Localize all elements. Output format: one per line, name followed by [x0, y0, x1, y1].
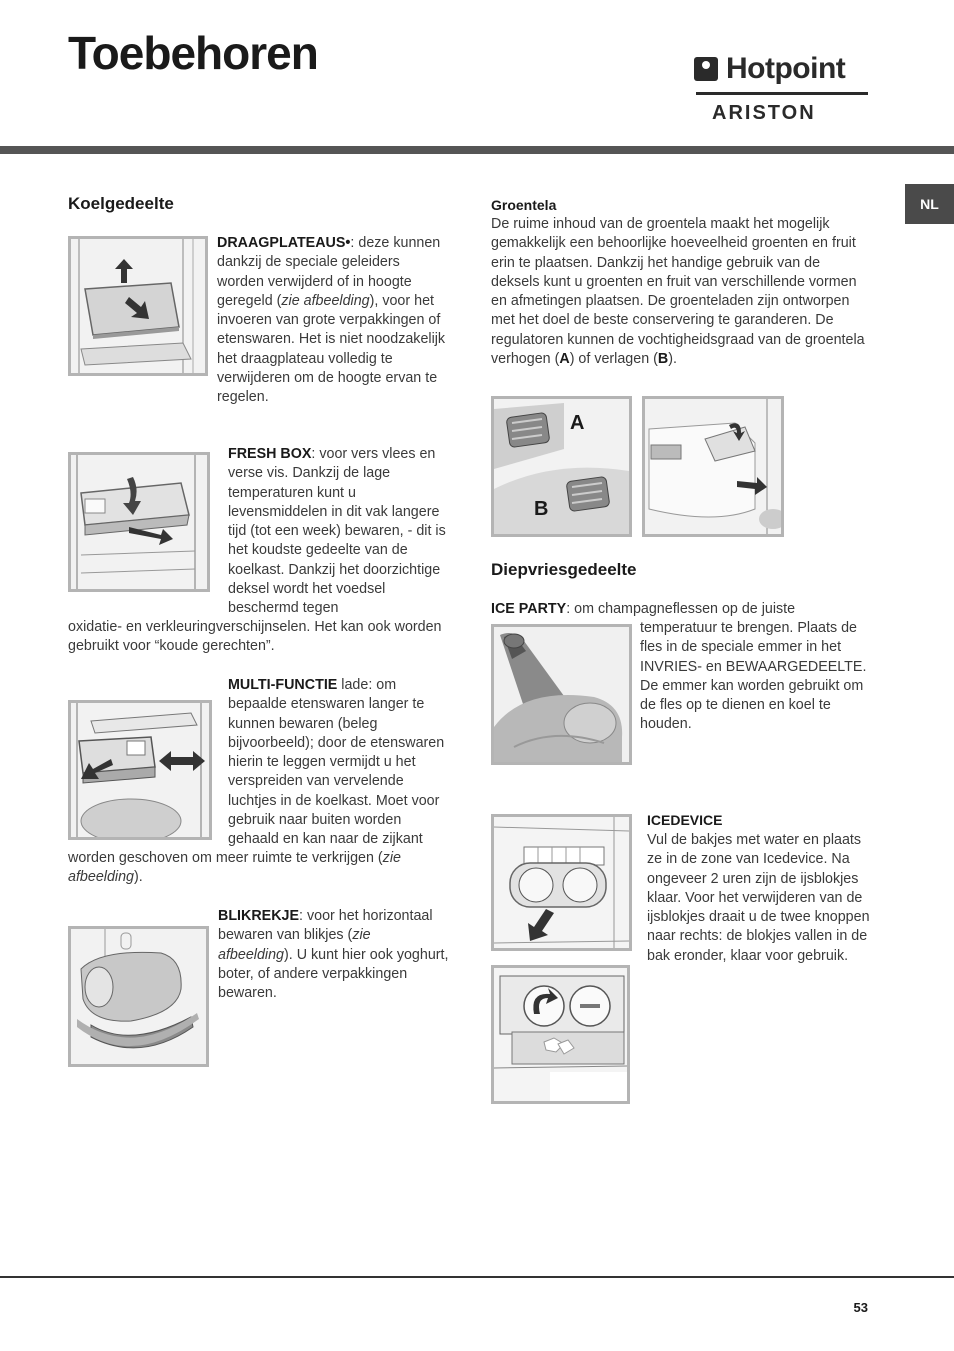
label-a: A: [570, 412, 585, 434]
freshbox-text: FRESH BOX: voor vers vlees en verse vis. Dankzij de lage temperaturen kunt u levensmiddelen in dit vak langere tijd (tot een week) bewaren, - dit is het koudste gedeelte van de koelkast. Dankzij het doorzichtige deksel wordt het voedsel beschermd tegen: [228, 446, 446, 617]
multifunctie-text-cont: worden geschoven om meer ruimte te verkrijgen (zie afbeelding).: [68, 850, 401, 886]
groentela-title: Groentela: [491, 197, 557, 213]
label-b: B: [534, 498, 549, 520]
multifunctie-text: MULTI-FUNCTIE lade: om bepaalde etenswaren langer te kunnen bewaren (beleg bijvoorbeeld); door de etenswaren hierin te leggen vermijdt u het verspreiden van vervelende luchtjes in de koelkast. Moet voor gebruik naar buiten worden gehaald en kan naar de zijkant: [228, 677, 445, 848]
icedevice-illustration-1: [491, 814, 632, 951]
page-number: 53: [853, 1300, 868, 1315]
term-freshbox: FRESH BOX: [228, 446, 312, 462]
iceparty-intro: ICE PARTY: om champagneflessen op de juiste: [491, 601, 796, 617]
crisper-drawer-image: [645, 399, 781, 534]
term-draagplateaus: DRAAGPLATEAUS•: [217, 235, 351, 251]
term-iceparty: ICE PARTY: [491, 601, 567, 617]
page-title: Toebehoren: [68, 27, 318, 79]
multifunctie-illustration: [68, 700, 212, 840]
icedevice-text: Vul de bakjes met water en plaats ze in de zone van Icedevice. Na ongeveer 2 uren zijn de ijsblokjes klaar. Voor het verwijderen van de ijsblokjes draait u de twee knoppen naar rechts: de blokjes vallen in de bak eronder, klaar voor gebruik.: [647, 832, 870, 964]
brand-logo: [694, 52, 869, 124]
brand-name: Hotpoint: [726, 52, 846, 85]
freshbox-illustration: [68, 452, 210, 592]
humidity-regulator-illustration: [491, 396, 632, 537]
shelf-illustration: [68, 236, 208, 376]
draagplateaus-text: DRAAGPLATEAUS•: deze kunnen dankzij de speciale geleiders worden verwijderd of in hoogte geregeld (zie afbeelding), voor het invoeren van grote verpakkingen of etenswaren. Het is niet noodzakelijk het draagplateau volledig te verwijderen om de hoogte ervan te regelen.: [217, 235, 446, 406]
term-icedevice: ICEDEVICE: [647, 812, 723, 828]
freshbox-text-cont: oxidatie- en verkleuringverschijnselen. Het kan ook worden gebruikt voor “koude gerechten”.: [68, 619, 442, 655]
iceparty-image: [494, 627, 629, 762]
term-multifunctie: MULTI-FUNCTIE: [228, 677, 338, 693]
groentela-text: De ruime inhoud van de groentela maakt het mogelijk gemakkelijk een behoorlijke hoeveelheid groenten en fruit erin te plaatsen. Dankzij het handige gebruik van de deksels kunt u groenten en fruit van verschillende vormen en afmetingen plaatsen. De groenteladen zijn ontworpen met het doel de beste conservering te garanderen. De regulatoren kunnen de vochtigheidsgraad van de groentela verhogen (A) of verlagen (B).: [491, 216, 865, 368]
multifunctie-image: [71, 703, 209, 837]
iceparty-text: temperatuur te brengen. Plaats de fles in de speciale emmer in het INVRIES- en BEWAARGEDEELTE. De emmer kan worden gebruikt om de fles op te dienen en koel te houden.: [640, 620, 867, 733]
shelf-image: [71, 239, 205, 373]
iceparty-illustration: [491, 624, 632, 765]
icedevice-image-1: [494, 817, 629, 948]
footer-divider: [0, 1276, 954, 1278]
blikrekje-illustration: [68, 926, 209, 1067]
blikrekje-image: [71, 929, 206, 1064]
section-heading-koelgedeelte: Koelgedeelte: [68, 194, 174, 213]
hotpoint-logo-icon: [694, 57, 718, 81]
icedevice-image-2: [494, 968, 627, 1101]
humidity-regulator-image: [494, 399, 629, 534]
icedevice-illustration-2: [491, 965, 630, 1104]
header-divider: [0, 146, 954, 154]
language-tab: NL: [905, 184, 954, 224]
section-heading-diepvriesgedeelte: Diepvriesgedeelte: [491, 560, 637, 579]
term-blikrekje: BLIKREKJE: [218, 908, 300, 924]
blikrekje-text: BLIKREKJE: voor het horizontaal bewaren van blikjes (zie afbeelding). U kunt hier ook yoghurt, boter, of andere verpakkingen bewaren.: [218, 908, 449, 1002]
crisper-drawer-illustration: [642, 396, 784, 537]
freshbox-image: [71, 455, 207, 589]
brand-sub: ARISTON: [712, 102, 816, 124]
